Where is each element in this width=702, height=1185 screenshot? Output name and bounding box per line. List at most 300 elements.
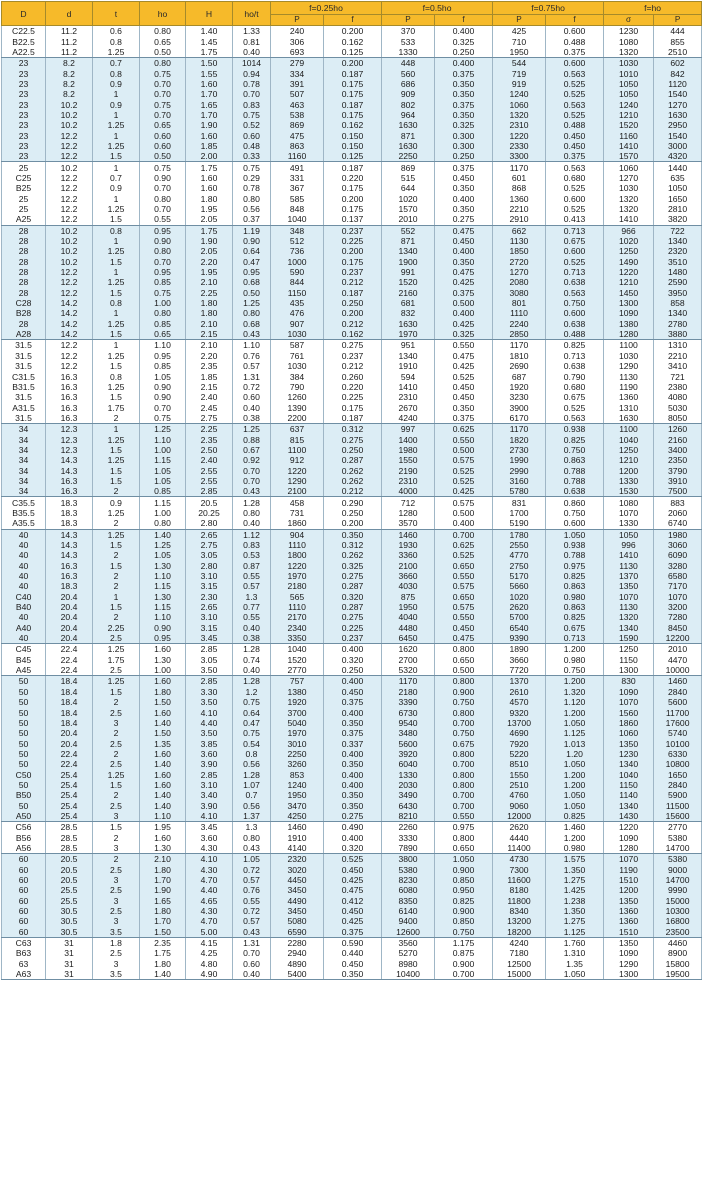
table-cell: 9060 — [493, 800, 546, 810]
table-cell: 1300 — [604, 665, 654, 676]
table-cell: 1.35 — [140, 738, 186, 748]
table-cell: 1.10 — [233, 340, 271, 351]
table-cell: 0.975 — [546, 561, 604, 571]
table-cell: 1330 — [382, 769, 435, 779]
table-cell: 1380 — [271, 687, 324, 697]
table-cell: 14.3 — [46, 540, 93, 550]
table-cell: 2 — [93, 854, 140, 865]
table-row — [2, 246, 702, 256]
table-cell: 1.5 — [93, 392, 140, 402]
table-row — [2, 486, 702, 497]
table-cell: 0.450 — [435, 623, 493, 633]
table-cell: 2.25 — [93, 623, 140, 633]
table-cell: 4.70 — [186, 916, 233, 926]
table-row — [2, 529, 702, 540]
table-cell: 1.120 — [546, 697, 604, 707]
table-cell: 1.200 — [546, 676, 604, 687]
table-cell: 3 — [93, 896, 140, 906]
table-cell: 1.50 — [140, 697, 186, 707]
table-cell: 1210 — [604, 455, 654, 465]
table-cell: 0.575 — [435, 602, 493, 612]
table-cell: 1.25 — [93, 246, 140, 256]
table-cell: 1650 — [654, 194, 702, 204]
table-cell: 0.175 — [324, 79, 382, 89]
table-cell: 533 — [382, 36, 435, 46]
table-cell: 1.19 — [233, 225, 271, 236]
table-cell: 2.5 — [93, 800, 140, 810]
table-cell: 34 — [2, 465, 46, 475]
table-cell: A28 — [2, 329, 46, 340]
table-row — [2, 110, 702, 120]
table-cell: 8450 — [654, 623, 702, 633]
table-row — [2, 612, 702, 622]
table-cell: 4030 — [382, 581, 435, 591]
table-cell: 8.2 — [46, 68, 93, 78]
table-cell: 2.05 — [186, 214, 233, 225]
table-cell: 4760 — [493, 790, 546, 800]
table-cell: 3.10 — [186, 612, 233, 622]
table-cell: 0.9 — [93, 79, 140, 89]
table-cell: 1140 — [604, 790, 654, 800]
table-cell: 40 — [2, 540, 46, 550]
table-cell: 844 — [271, 277, 324, 287]
table-row — [2, 707, 702, 717]
table-cell: 1.238 — [546, 896, 604, 906]
table-cell: 757 — [271, 676, 324, 687]
table-cell: 4.90 — [186, 969, 233, 980]
table-cell: 0.260 — [324, 371, 382, 381]
table-cell: 25 — [2, 162, 46, 173]
table-cell: 0.750 — [435, 697, 493, 707]
table-cell: 1.31 — [233, 371, 271, 381]
table-cell: 3200 — [654, 602, 702, 612]
table-cell: 0.125 — [324, 47, 382, 58]
table-row — [2, 540, 702, 550]
table-cell: 8350 — [382, 896, 435, 906]
table-cell: 1040 — [604, 769, 654, 779]
table-cell: 0.850 — [435, 916, 493, 926]
table-cell: 3.15 — [186, 581, 233, 591]
table-row — [2, 518, 702, 529]
table-cell: 0.863 — [546, 455, 604, 465]
table-cell: 60 — [2, 854, 46, 865]
table-cell: 0.187 — [324, 413, 382, 424]
table-cell: 0.220 — [324, 173, 382, 183]
table-cell: 34 — [2, 486, 46, 497]
table-cell: 12.3 — [46, 445, 93, 455]
table-cell: 0.475 — [435, 633, 493, 644]
table-row — [2, 697, 702, 707]
table-cell: 0.700 — [435, 759, 493, 769]
table-cell: 1270 — [493, 267, 546, 277]
table-cell: 1330 — [604, 518, 654, 529]
table-cell: 1950 — [382, 602, 435, 612]
table-cell: 1.05 — [140, 371, 186, 381]
table-cell: 1520 — [271, 655, 324, 665]
table-cell: 1030 — [271, 329, 324, 340]
table-row — [2, 602, 702, 612]
table-row — [2, 26, 702, 37]
table-cell: C28 — [2, 298, 46, 308]
table-cell: 1320 — [493, 110, 546, 120]
table-cell: 1860 — [604, 718, 654, 728]
table-cell: 0.825 — [546, 612, 604, 622]
table-cell: 0.525 — [546, 257, 604, 267]
table-cell: 1.5 — [93, 288, 140, 298]
table-cell: 951 — [382, 340, 435, 351]
table-cell: 1.75 — [93, 655, 140, 665]
table-cell: 14700 — [654, 875, 702, 885]
table-row — [2, 424, 702, 435]
table-cell: 1.75 — [186, 47, 233, 58]
table-cell: 1340 — [382, 351, 435, 361]
table-cell: 853 — [271, 769, 324, 779]
table-cell: 0.81 — [233, 36, 271, 46]
table-cell: 871 — [382, 130, 435, 140]
table-cell: 1980 — [654, 529, 702, 540]
table-cell: 0.64 — [233, 246, 271, 256]
table-cell: 0.187 — [324, 288, 382, 298]
table-cell: 425 — [493, 26, 546, 37]
table-cell: 5380 — [654, 854, 702, 865]
table-cell: 0.337 — [324, 738, 382, 748]
table-cell: 0.8 — [93, 36, 140, 46]
table-cell: 1090 — [604, 948, 654, 958]
table-cell: 0.88 — [233, 434, 271, 444]
table-cell: 0.60 — [140, 130, 186, 140]
table-cell: 637 — [271, 424, 324, 435]
table-cell: 50 — [2, 697, 46, 707]
table-cell: 7180 — [493, 948, 546, 958]
table-cell: 1220 — [604, 267, 654, 277]
table-row — [2, 79, 702, 89]
table-cell: 0.750 — [435, 927, 493, 938]
table-cell: 1.90 — [186, 120, 233, 130]
table-cell: 0.70 — [140, 183, 186, 193]
table-cell: 0.90 — [140, 623, 186, 633]
table-cell: 0.860 — [546, 497, 604, 508]
table-cell: 0.65 — [140, 329, 186, 340]
table-cell: 1.200 — [546, 832, 604, 842]
table-cell: 1480 — [654, 267, 702, 277]
table-cell: 1330 — [382, 47, 435, 58]
table-cell: 6730 — [382, 707, 435, 717]
table-cell: 0.525 — [546, 89, 604, 99]
table-cell: 10.2 — [46, 110, 93, 120]
table-cell: 1550 — [493, 769, 546, 779]
table-cell: 0.750 — [546, 298, 604, 308]
table-cell: 50 — [2, 759, 46, 769]
table-cell: 1630 — [604, 413, 654, 424]
table-cell: 1800 — [271, 550, 324, 560]
table-cell: 868 — [493, 183, 546, 193]
table-cell: 0.70 — [233, 948, 271, 958]
table-cell: 0.350 — [324, 800, 382, 810]
table-cell: 2.85 — [186, 769, 233, 779]
table-cell: 18.3 — [46, 581, 93, 591]
table-cell: 0.275 — [324, 612, 382, 622]
table-cell: 1.5 — [93, 151, 140, 162]
table-cell: 0.75 — [140, 99, 186, 109]
table-cell: 1.80 — [186, 308, 233, 318]
table-cell: 1990 — [493, 455, 546, 465]
table-cell: 0.350 — [435, 257, 493, 267]
table-cell: 2.5 — [93, 948, 140, 958]
table-cell: 2940 — [271, 948, 324, 958]
table-cell: 0.400 — [435, 58, 493, 69]
col-header-h: H — [186, 2, 233, 26]
table-cell: 1320 — [604, 204, 654, 214]
table-cell: 0.900 — [435, 959, 493, 969]
table-cell: 871 — [382, 236, 435, 246]
table-cell: 0.713 — [546, 225, 604, 236]
table-cell: 22.4 — [46, 749, 93, 759]
table-cell: 1.25 — [93, 319, 140, 329]
table-cell: 1 — [93, 89, 140, 99]
table-cell: 515 — [382, 173, 435, 183]
table-cell: 6090 — [654, 550, 702, 560]
table-cell: 0.275 — [435, 214, 493, 225]
table-cell: 1.050 — [546, 969, 604, 980]
table-row — [2, 465, 702, 475]
table-cell: 3300 — [493, 151, 546, 162]
table-cell: 1360 — [604, 392, 654, 402]
table-cell: 1.5 — [93, 445, 140, 455]
table-cell: 12.2 — [46, 267, 93, 277]
table-cell: 12.2 — [46, 204, 93, 214]
table-cell: 2.5 — [93, 885, 140, 895]
table-row — [2, 214, 702, 225]
table-cell: 4690 — [493, 728, 546, 738]
table-cell: 491 — [271, 162, 324, 173]
table-cell: 1.050 — [546, 529, 604, 540]
table-cell: 40 — [2, 561, 46, 571]
table-cell: 10400 — [382, 969, 435, 980]
table-cell: 0.250 — [324, 665, 382, 676]
table-cell: 3450 — [271, 906, 324, 916]
table-cell: 1.33 — [233, 26, 271, 37]
table-cell: 3400 — [654, 445, 702, 455]
table-cell: 1.45 — [186, 36, 233, 46]
subcol-sigma: σ — [604, 15, 654, 26]
table-cell: 1.70 — [186, 110, 233, 120]
table-cell: 0.525 — [435, 550, 493, 560]
table-cell: 0.57 — [233, 581, 271, 591]
table-cell: A50 — [2, 811, 46, 822]
table-cell: C35.5 — [2, 497, 46, 508]
table-cell: 23 — [2, 99, 46, 109]
table-cell: 22.4 — [46, 644, 93, 655]
table-cell: 997 — [382, 424, 435, 435]
table-cell: B50 — [2, 790, 46, 800]
table-cell: 0.237 — [324, 351, 382, 361]
table-cell: 538 — [271, 110, 324, 120]
table-cell: 22.4 — [46, 655, 93, 665]
table-cell: 1030 — [604, 183, 654, 193]
table-cell: 3.50 — [186, 665, 233, 676]
table-cell: 0.450 — [435, 173, 493, 183]
table-cell: 1360 — [493, 194, 546, 204]
table-cell: 31.5 — [2, 413, 46, 424]
table-cell: 1310 — [654, 340, 702, 351]
table-cell: A31.5 — [2, 402, 46, 412]
table-row — [2, 277, 702, 287]
table-cell: 1100 — [604, 340, 654, 351]
table-cell: 0.80 — [140, 194, 186, 204]
table-row — [2, 592, 702, 602]
table-cell: 0.275 — [324, 811, 382, 822]
table-cell: 0.800 — [435, 676, 493, 687]
table-cell: 60 — [2, 927, 46, 938]
table-cell: 14.3 — [46, 455, 93, 465]
table-cell: 0.375 — [546, 47, 604, 58]
table-row — [2, 769, 702, 779]
table-row — [2, 581, 702, 591]
table-cell: 2840 — [654, 780, 702, 790]
table-cell: 0.525 — [435, 465, 493, 475]
table-cell: 6580 — [654, 571, 702, 581]
table-cell: 0.80 — [233, 832, 271, 842]
table-cell: 1.25 — [93, 351, 140, 361]
table-cell: 1460 — [382, 529, 435, 540]
group-header-075: f=0.75ho — [493, 2, 604, 15]
table-cell: 0.72 — [233, 865, 271, 875]
table-row — [2, 780, 702, 790]
table-cell: 1.80 — [140, 687, 186, 697]
table-cell: 966 — [604, 225, 654, 236]
table-cell: 3660 — [493, 655, 546, 665]
table-cell: C50 — [2, 769, 46, 779]
table-cell: 1.050 — [546, 800, 604, 810]
table-cell: 601 — [493, 173, 546, 183]
table-row — [2, 308, 702, 318]
table-cell: 0.825 — [546, 434, 604, 444]
table-cell: 1.2 — [233, 687, 271, 697]
table-cell: 1360 — [604, 916, 654, 926]
table-cell: 602 — [654, 58, 702, 69]
table-cell: 0.125 — [324, 151, 382, 162]
table-cell: 0.95 — [140, 267, 186, 277]
table-cell: 855 — [654, 36, 702, 46]
table-cell: 0.85 — [140, 277, 186, 287]
table-cell: 50 — [2, 800, 46, 810]
table-cell: 2.00 — [186, 151, 233, 162]
table-cell: 0.237 — [324, 225, 382, 236]
table-cell: 0.50 — [233, 288, 271, 298]
table-cell: 2.80 — [186, 518, 233, 529]
table-cell: 16.3 — [46, 476, 93, 486]
table-row — [2, 455, 702, 465]
table-cell: 0.788 — [546, 465, 604, 475]
table-cell: 1.013 — [546, 738, 604, 748]
table-cell: 1130 — [604, 371, 654, 381]
table-cell: 0.6 — [93, 26, 140, 37]
table-cell: 3010 — [271, 738, 324, 748]
table-cell: 1.125 — [546, 728, 604, 738]
table-row — [2, 413, 702, 424]
table-cell: 0.400 — [435, 26, 493, 37]
table-cell: 0.825 — [546, 340, 604, 351]
table-cell: 0.575 — [435, 581, 493, 591]
table-cell: 1000 — [271, 257, 324, 267]
table-cell: 40 — [2, 529, 46, 540]
table-cell: 1290 — [604, 959, 654, 969]
table-cell: 1.10 — [140, 571, 186, 581]
table-body — [2, 26, 702, 980]
table-cell: 0.175 — [324, 402, 382, 412]
table-cell: 1 — [93, 110, 140, 120]
table-cell: 16.3 — [46, 382, 93, 392]
table-cell: 1440 — [654, 162, 702, 173]
table-cell: 0.500 — [435, 665, 493, 676]
table-cell: A25 — [2, 214, 46, 225]
table-cell: 0.48 — [233, 141, 271, 151]
table-cell: 25.4 — [46, 769, 93, 779]
table-cell: 11800 — [493, 896, 546, 906]
table-cell: 1110 — [271, 540, 324, 550]
table-cell: 1050 — [604, 529, 654, 540]
table-cell: 9990 — [654, 885, 702, 895]
table-cell: 1.25 — [93, 120, 140, 130]
table-cell: 1620 — [382, 644, 435, 655]
table-cell: 1270 — [654, 99, 702, 109]
table-cell: 12.2 — [46, 173, 93, 183]
table-cell: 6170 — [493, 413, 546, 424]
table-cell: 10.2 — [46, 246, 93, 256]
table-cell: 0.638 — [546, 361, 604, 371]
table-cell: 0.563 — [546, 413, 604, 424]
table-cell: 50 — [2, 738, 46, 748]
table-cell: 1230 — [604, 749, 654, 759]
table-cell: 1460 — [271, 822, 324, 833]
table-cell: 964 — [382, 110, 435, 120]
table-cell: 0.250 — [324, 298, 382, 308]
table-cell: 0.85 — [140, 486, 186, 497]
table-cell: 14.2 — [46, 308, 93, 318]
table-cell: 0.700 — [435, 529, 493, 540]
table-cell: 0.70 — [140, 89, 186, 99]
table-cell: 2.10 — [186, 319, 233, 329]
table-cell: B45 — [2, 655, 46, 665]
table-cell: 1060 — [493, 99, 546, 109]
table-cell: 1.60 — [186, 130, 233, 140]
table-cell: 0.713 — [546, 351, 604, 361]
table-cell: 1.70 — [186, 89, 233, 99]
table-cell: 2170 — [271, 612, 324, 622]
table-cell: 0.212 — [324, 486, 382, 497]
table-cell: 1.60 — [140, 769, 186, 779]
table-row — [2, 183, 702, 193]
table-cell: 0.150 — [324, 141, 382, 151]
table-cell: 3000 — [654, 141, 702, 151]
table-cell: 0.525 — [546, 183, 604, 193]
table-row — [2, 476, 702, 486]
table-cell: 11.2 — [46, 26, 93, 37]
table-cell: 3.90 — [186, 800, 233, 810]
table-row — [2, 811, 702, 822]
table-cell: 2690 — [493, 361, 546, 371]
table-cell: 0.375 — [324, 728, 382, 738]
table-cell: B56 — [2, 832, 46, 842]
table-cell: 1.30 — [140, 592, 186, 602]
table-cell: 25.4 — [46, 811, 93, 822]
table-cell: 2610 — [493, 687, 546, 697]
table-cell: 12000 — [493, 811, 546, 822]
table-row — [2, 497, 702, 508]
table-cell: 2200 — [271, 413, 324, 424]
table-cell: 34 — [2, 476, 46, 486]
table-cell: 1340 — [604, 800, 654, 810]
